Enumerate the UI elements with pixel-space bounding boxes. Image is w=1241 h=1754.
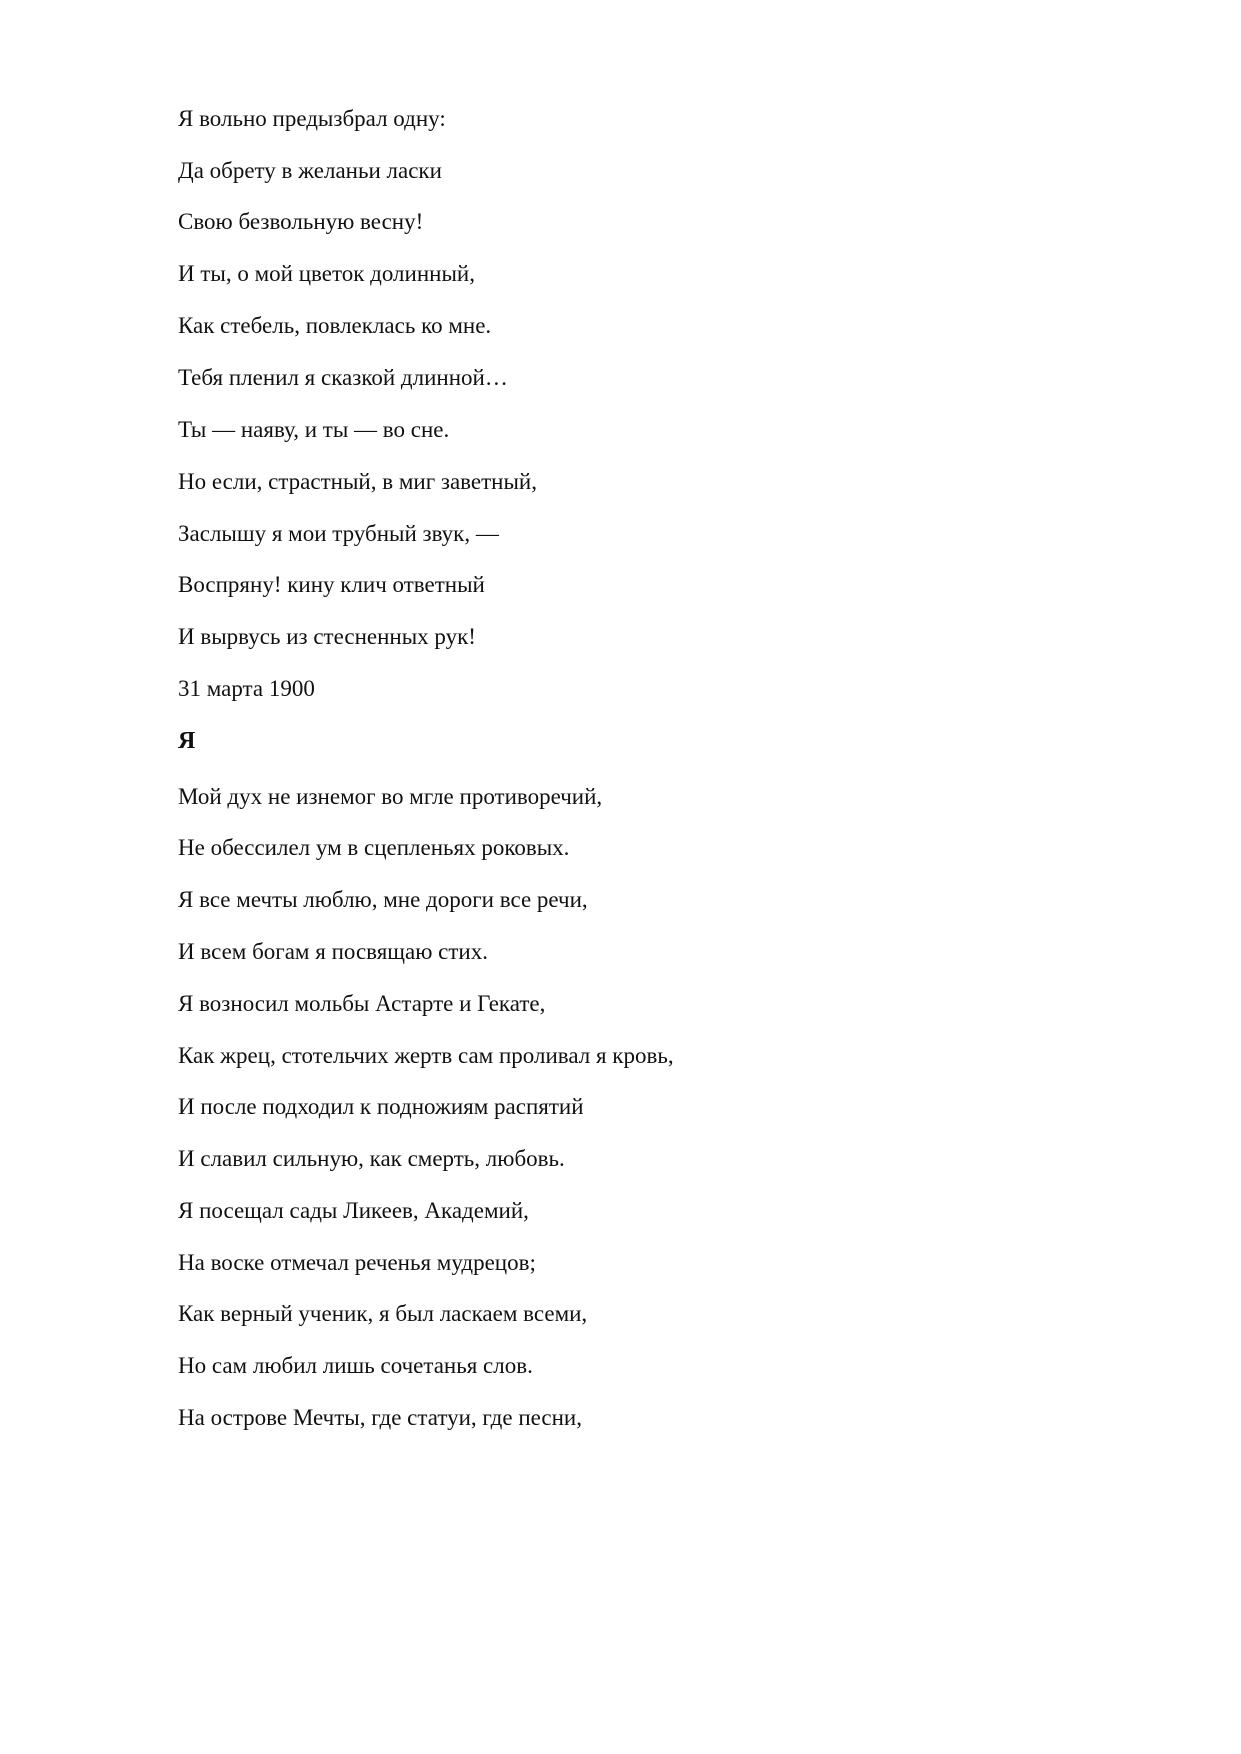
poem-line: Но если, страстный, в миг заветный, — [178, 469, 537, 494]
poem-line: Как жрец, стотельчих жертв сам проливал я кровь, — [178, 1043, 674, 1068]
poem-line: Я посещал сады Ликеев, Академий, — [178, 1198, 529, 1223]
poem-line: И славил сильную, как смерть, любовь. — [178, 1146, 565, 1171]
poem-line: Как верный ученик, я был ласкаем всеми, — [178, 1301, 588, 1326]
poem-line: Свою безвольную весну! — [178, 209, 424, 234]
poem-line: И после подходил к подножиям распятий — [178, 1094, 584, 1119]
poem-line: Не обессилел ум в сцепленьях роковых. — [178, 835, 570, 860]
poem-line: Тебя пленил я сказкой длинной… — [178, 365, 508, 390]
poem-line: Заслышу я мои трубный звук, — — [178, 521, 499, 546]
poem-line: Я все мечты люблю, мне дороги все речи, — [178, 887, 588, 912]
poem-line: Я вольно предызбрал одну: — [178, 106, 446, 131]
poem-line: На острове Мечты, где статуи, где песни, — [178, 1405, 582, 1430]
poem-line: Я возносил мольбы Астарте и Гекате, — [178, 991, 546, 1016]
poem-line: И всем богам я посвящаю стих. — [178, 939, 488, 964]
poem-line: На воске отмечал реченья мудрецов; — [178, 1250, 536, 1275]
poem-line: Да обрету в желаньи ласки — [178, 158, 442, 183]
poem-title: Я — [178, 728, 196, 754]
poem-date: 31 марта 1900 — [178, 676, 315, 701]
poem-line: Как стебель, повлеклась ко мне. — [178, 313, 492, 338]
poem-line: Мой дух не изнемог во мгле противоречий, — [178, 784, 603, 809]
poem-line: И вырвусь из стесненных рук! — [178, 624, 476, 649]
poem-line: Ты — наяву, и ты — во сне. — [178, 417, 450, 442]
poem-line: Воспряну! кину клич ответный — [178, 572, 485, 597]
poem-line: Но сам любил лишь сочетанья слов. — [178, 1353, 533, 1378]
poem-line: И ты, о мой цветок долинный, — [178, 261, 475, 286]
